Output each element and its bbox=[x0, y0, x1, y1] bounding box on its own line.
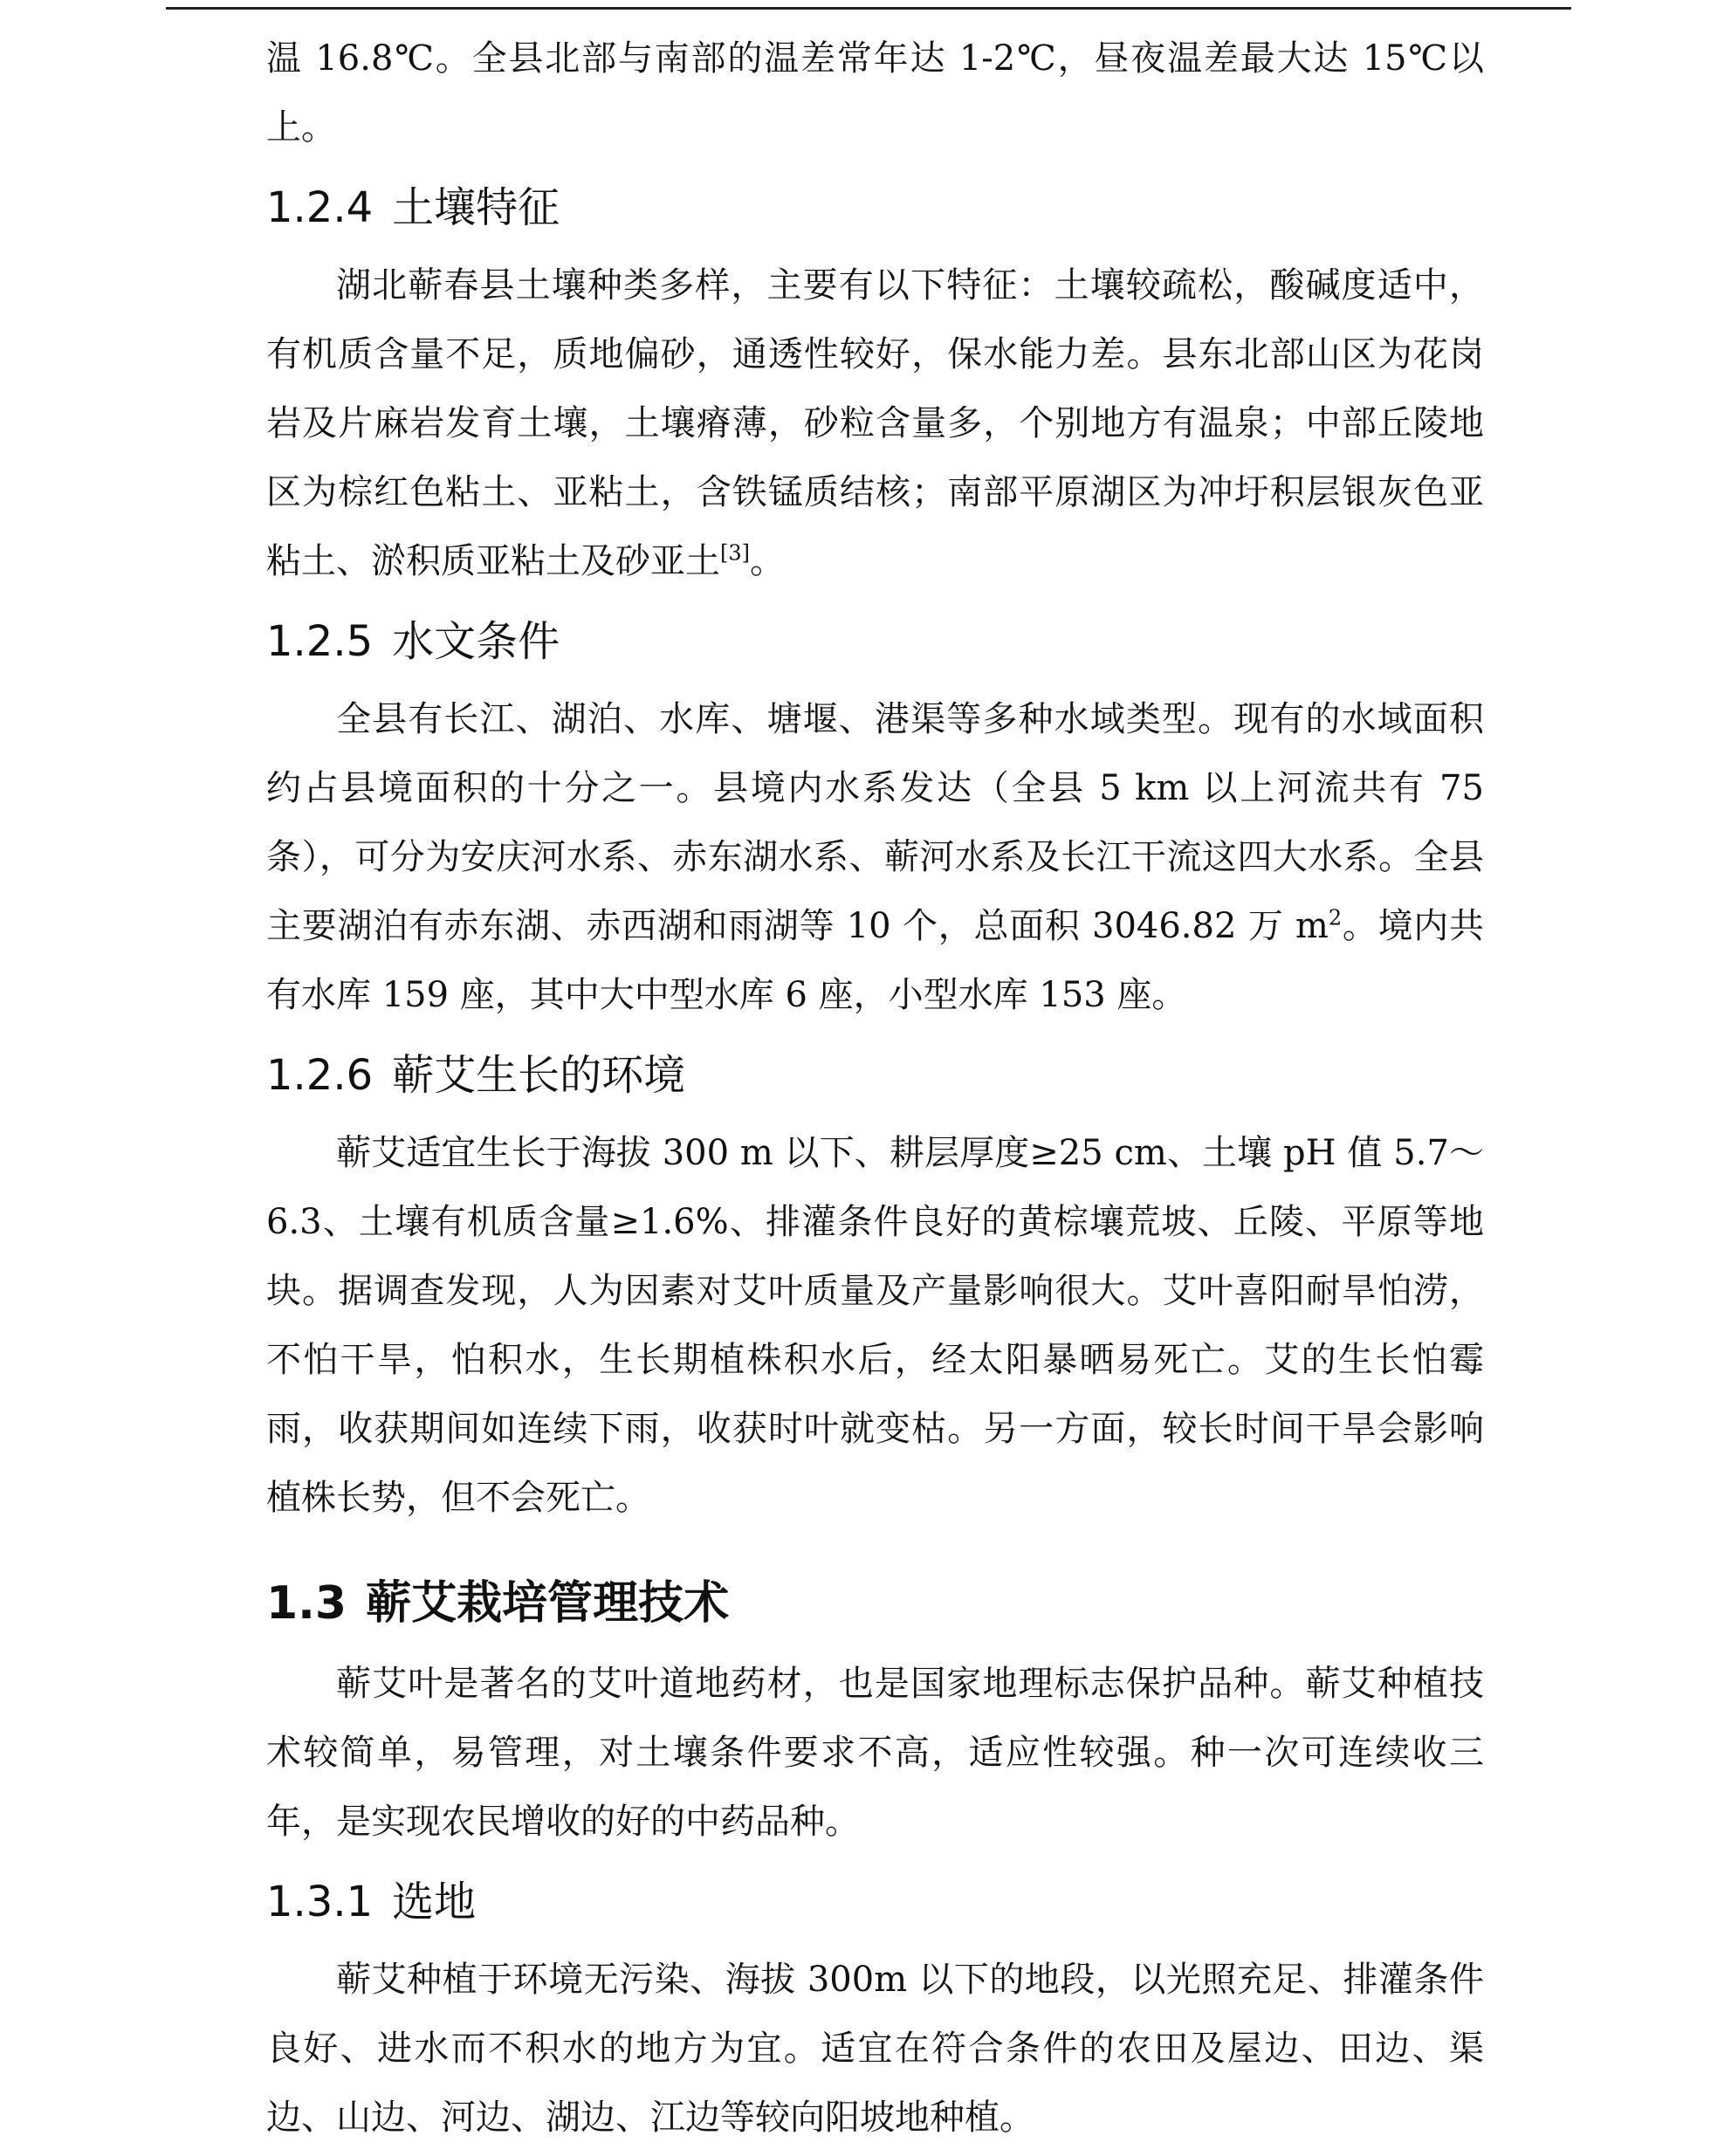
section-number: 1.2.6 bbox=[266, 1051, 374, 1100]
section-heading-1-2-6 bbox=[266, 1049, 1484, 1102]
section-number: 1.3.1 bbox=[266, 1878, 374, 1926]
paragraph-text: 全县有长江、湖泊、水库、塘堰、港渠等多种水域类型。现有的水域面积约占县境面积的十分之一。县境内水系发达（全县 5 km 以上河流共有 75 条），可分为安庆河水系、赤东湖水系、蕲河水系及长江干流这四大水系。全县主要湖泊有赤东湖、赤西湖和雨湖等 10 个，总面积 3046.82 万 m bbox=[266, 699, 1484, 946]
section-title: 土壤特征 bbox=[392, 183, 560, 232]
paragraph-site-selection: 蕲艾种植于环境无污染、海拔 300m 以下的地段，以光照充足、排灌条件良好、进水而不积水的地方为宜。适宜在符合条件的农田及屋边、田边、渠边、山边、河边、湖边、江边等较向阳坡地种植。 bbox=[266, 1960, 1484, 2138]
paragraph-cultivation: 蕲艾叶是著名的艾叶道地药材，也是国家地理标志保护品种。蕲艾种植技术较简单，易管理，对土壤条件要求不高，适应性较强。种一次可连续收三年，是实现农民增收的好的中药品种。 bbox=[266, 1664, 1484, 1842]
paragraph-hydrology bbox=[266, 685, 1484, 1030]
citation[interactable]: [3] bbox=[720, 540, 750, 566]
section-heading-1-2-5 bbox=[266, 615, 1484, 668]
header-rule bbox=[166, 7, 1571, 10]
section-number: 1.2.5 bbox=[266, 617, 374, 666]
paragraph-text-cont: 。境内共有水库 159 座，其中大中型水库 6 座，小型水库 153 座。 bbox=[266, 906, 1485, 1015]
section-heading-1-2-4 bbox=[266, 182, 1484, 234]
section-title: 选地 bbox=[392, 1878, 477, 1926]
section-heading-1-3 bbox=[266, 1575, 1484, 1632]
section-number: 1.2.4 bbox=[266, 183, 374, 232]
section-title: 蕲艾生长的环境 bbox=[392, 1051, 686, 1100]
section-title: 蕲艾栽培管理技术 bbox=[366, 1577, 730, 1630]
paragraph-text: 湖北蕲春县土壤种类多样，主要有以下特征：土壤较疏松，酸碱度适中，有机质含量不足，质地偏砂，通透性较好，保水能力差。县东北部山区为花岗岩及片麻岩发育土壤，土壤瘠薄，砂粒含量多，个别地方有温泉；中部丘陵地区为棕红色粘土、亚粘土，含铁锰质结核；南部平原湖区为冲圩积层银灰色亚粘土、淤积质亚粘土及砂亚土 bbox=[266, 265, 1484, 581]
paragraph-end: 。 bbox=[750, 541, 785, 581]
section-heading-1-3-1 bbox=[266, 1876, 1484, 1928]
section-title: 水文条件 bbox=[392, 617, 560, 666]
section-number: 1.3 bbox=[266, 1577, 347, 1630]
intro-paragraph: 温 16.8℃。全县北部与南部的温差常年达 1-2℃，昼夜温差最大达 15℃以上。 bbox=[266, 38, 1484, 148]
paragraph-environment: 蕲艾适宜生长于海拔 300 m 以下、耕层厚度≥25 cm、土壤 pH 值 5.7～6.3、土壤有机质含量≥1.6%、排灌条件良好的黄棕壤荒坡、丘陵、平原等地块。据调查发现，人为因素对艾叶质量及产量影响很大。艾叶喜阳耐旱怕涝，不怕干旱，怕积水，生长期植株积水后，经太阳暴晒易死亡。艾的生长怕霉雨，收获期间如连续下雨，收获时叶就变枯。另一方面，较长时间干旱会影响植株长势，但不会死亡。 bbox=[266, 1133, 1484, 1518]
paragraph-soil bbox=[266, 251, 1484, 596]
superscript: 2 bbox=[1328, 905, 1343, 930]
page-body bbox=[266, 24, 1484, 2153]
